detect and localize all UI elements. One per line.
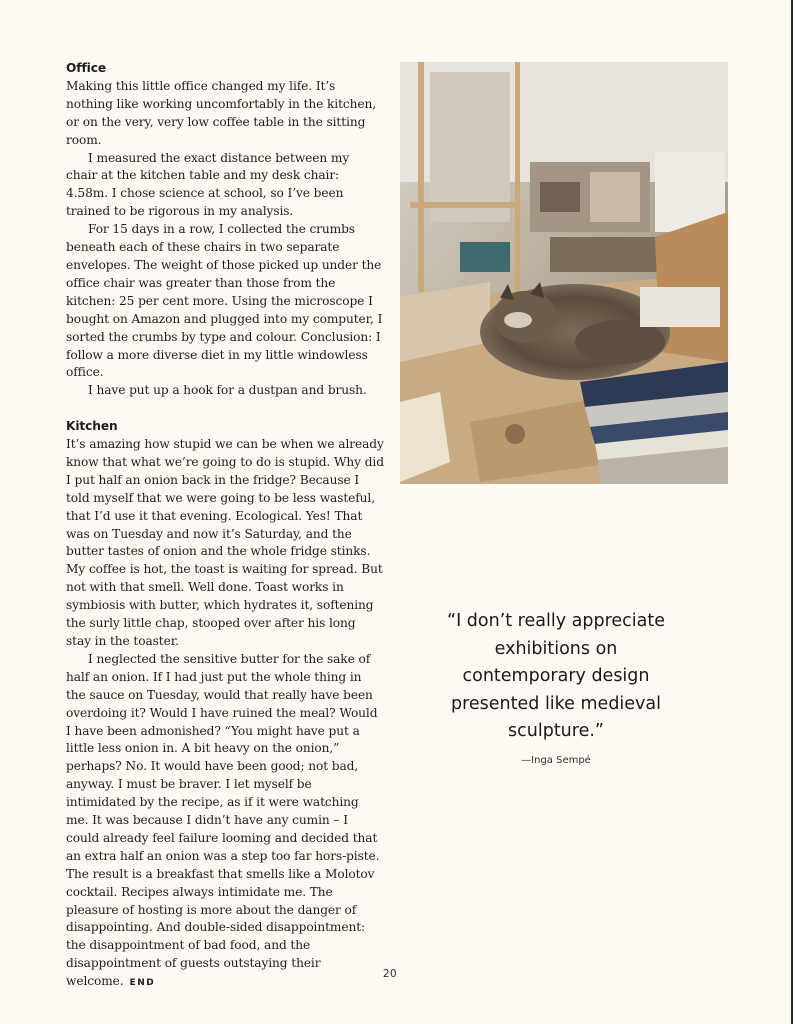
section-kitchen [66, 418, 384, 993]
section-heading-kitchen: Kitchen [66, 419, 118, 434]
paragraph-last [66, 651, 384, 993]
pull-quote: “I don’t really appreciate exhibitions on contemporary design presented like medieval sculpture.” [447, 611, 665, 742]
page-edge-divider [791, 0, 793, 1024]
section-office [66, 60, 384, 400]
paragraph: Making this little office changed my life. It’s nothing like working uncomfortably in the kitchen, or on the very, very low coffee table in the sitting room. [66, 78, 376, 147]
article-body [66, 60, 384, 1011]
photo-illustration [400, 62, 728, 484]
pull-quote-attribution: —Inga Sempé [521, 755, 591, 766]
page-number: 20 [382, 968, 398, 980]
end-mark: END [129, 978, 156, 989]
paragraph: For 15 days in a row, I collected the crumbs beneath each of these chairs in two separate envelopes. The weight of those picked up under the office chair was greater than those from the kitchen: 25 per cent more. Using the microscope I bought on Amazon and plugged into my computer, I sorted the crumbs by type and colour. Conclusion: I follow a more diverse diet in my little windowless office. [66, 222, 383, 380]
paragraph: I measured the exact distance between my chair at the kitchen table and my desk chair: 4.58m. I chose science at school, so I’ve been trained to be rigorous in my analysis. [66, 150, 350, 219]
paragraph: It’s amazing how stupid we can be when we already know that what we’re going to do is stupid. Why did I put half an onion back in the fridge? Because I told myself that we were going to be less wasteful, that I’d use it that evening. Ecological. Yes! That was on Tuesday and now it’s Saturday, and the butter tastes of onion and the whole fridge stinks. My coffee is hot, the toast is waiting for spread. But not with that smell. Well done. Toast works in symbiosis with butter, which hydrates it, softening the surly little chap, stooped over after his long stay in the toaster. [66, 437, 384, 648]
paragraph: I have put up a hook for a dustpan and brush. [88, 383, 367, 398]
paragraph-text: I neglected the sensitive butter for the sake of half an onion. If I had just put the whole thing in the sauce on Tuesday, would that really have been overdoing it? Would I have ruined the meal? Would I have been admonished? “You might have put a little less onion in. A bit heavy on the onion,” perhaps? No. It would have been good; not bad, anyway. I must be braver. I let myself be intimidated by the recipe, as if it were watching me. It was because I didn’t have any cumin – I could already feel failure looming and decided that an extra half an onion was a step too far hors-piste. The result is a breakfast that smells like a Molotov cocktail. Recipes always intimidate me. The pleasure of hosting is more about the danger of disappointing. And double-sided disappointment: the disappointment of bad food, and the disappointment of guests outstaying their welcome. [66, 651, 380, 989]
cat-sleeping-in-box-photo [400, 62, 728, 484]
section-heading-office: Office [66, 61, 107, 75]
